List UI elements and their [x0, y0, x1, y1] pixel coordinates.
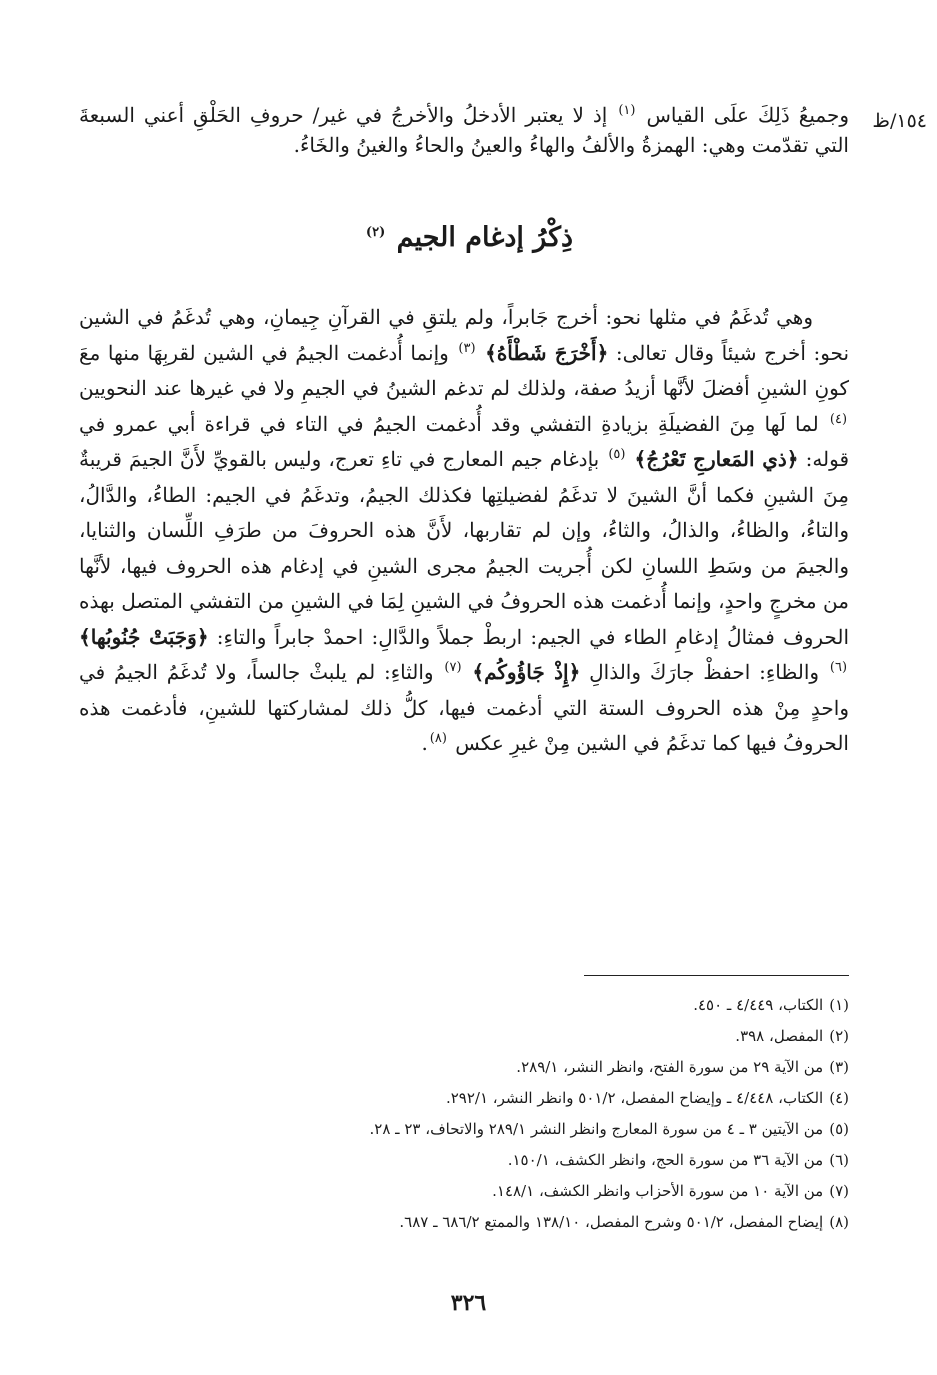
page-number: ٣٢٦ [450, 1290, 487, 1316]
footnote-text: المفصل، ٣٩٨. [735, 1027, 824, 1045]
footnote-ref-4[interactable]: (٤) [829, 411, 848, 427]
footnote-text: من الآية ١٠ من سورة الأحزاب وانظر الكشف، ١٤٨/١. [492, 1182, 824, 1200]
footnote-ref-2[interactable]: (٢) [365, 225, 386, 240]
footnote-text: من الآية ٢٩ من سورة الفتح، وانظر النشر، ٢٨٩/١. [516, 1058, 824, 1076]
footnote-number: (٣) [829, 1058, 849, 1076]
footnote-text: الكتاب، ٤/٤٤٩ ـ ٤٥٠. [693, 996, 824, 1014]
quran-quote: ﴿إِذْ جَاؤُوكُم﴾ [472, 660, 581, 684]
body-paragraph [79, 300, 849, 762]
manuscript-folio-note: ١٥٤/ظ [872, 110, 927, 132]
footnote-number: (٥) [829, 1120, 849, 1138]
footnote-number: (٤) [829, 1089, 849, 1107]
quran-quote: ﴿ذي المَعارجِ تَعْرُجُ﴾ [634, 447, 799, 471]
footnote-item [79, 1021, 849, 1052]
footnote-text: الكتاب، ٤/٤٤٨ ـ وإيضاح المفصل، ٥٠١/٢ وانظر النشر، ٢٩٢/١. [445, 1089, 824, 1107]
footnote-number: (٢) [829, 1027, 849, 1045]
footnote-ref-8[interactable]: (٨) [429, 731, 447, 747]
footnote-item [79, 1176, 849, 1207]
quran-quote: ﴿أَخْرَجَ شَطْأَهُ﴾ [485, 340, 609, 365]
footnote-number: (٧) [829, 1182, 849, 1200]
quran-quote: ﴿وَجَبَتْ جُنُوبُها﴾ [79, 624, 209, 649]
intro-paragraph [79, 100, 849, 160]
footnote-item [79, 1083, 849, 1114]
footnote-item [79, 1145, 849, 1176]
footnote-ref-3[interactable]: (٣) [458, 340, 476, 356]
intro-text-continued: إذ لا يعتبر الأدخلُ والأخرجُ في غير/ حروفِ الحَلْقِ أعني السبعةَ التي تقدّمت وهي: الهمزةُ والألفُ والهاءُ والعينُ والحاءُ والغينُ والخَاءُ. [79, 103, 849, 157]
footnote-text: إيضاح المفصل، ٥٠١/٢ وشرح المفصل، ١٣٨/١٠ والممتع ٦٨٦/٢ ـ ٦٨٧. [399, 1213, 824, 1231]
body-text: وإنما أُدغمت الجيمُ في الشين لقربِهَا منها معَ كونِ الشينِ أفضلَ لأنَّها أزيدُ صفة، ولذلك لم تدغم الشينُ في الجيمِ ولا في غيرها عند النحويين [79, 340, 849, 400]
footnote-number: (٦) [829, 1151, 849, 1169]
body-text: والظاءِ: احفظْ جارَكَ والذالِ [589, 660, 820, 684]
footnote-number: (١) [829, 996, 849, 1014]
footnote-item [79, 1207, 849, 1238]
footnote-text: من الآية ٣٦ من سورة الحج، وانظر الكشف، ١٥٠/١. [507, 1151, 824, 1169]
body-text: بإدغام جيم المعارج في تاءِ تعرج، وليس بالقويِّ لأَنَّ الجيمَ قريبةٌ مِنَ الشينِ فكما أنَّ الشينَ لا تدغَمُ لفضيلتِها فكذلك الجيمُ، وتدغَمُ في الجيم: الطاءُ، والدَّالُ، والتاءُ، والظاءُ، والذالُ، والثاءُ، وإن لم تقاربها، لأَنَّ هذه الحروفَ من طرَفِ اللِّسان والثنايا، والجيمَ من وسَطِ اللسانِ لكن أُجريت الجيمُ مجرى الشينِ في إدغام هذه الحروف فيها، لأنَّها من مخرجٍ واحدٍ، وإنما أُدغمت هذه الحروفُ في الشينِ لِمَا في الشينِ من التفشي المتصل بهذه الحروف فمثالُ إدغامِ الطاء في الجيم: اربطْ جملاً والدَّالِ: احمدْ جابراً والتاءِ: [79, 447, 849, 649]
footnotes-list [79, 990, 849, 1238]
footnote-ref-7[interactable]: (٧) [444, 660, 462, 676]
section-title-text: ذِكْرُ إدغام الجيم [396, 222, 574, 253]
footnote-separator [584, 975, 849, 976]
footnote-text: من الآيتين ٣ ـ ٤ من سورة المعارج وانظر النشر ٢٨٩/١ والاتحاف، ٢٣ ـ ٢٨. [369, 1120, 824, 1138]
intro-text: وجميعُ ذَلِكَ علَى القياس [646, 103, 849, 127]
body-text-end: . [421, 731, 428, 755]
footnote-item [79, 1114, 849, 1145]
body-text: وهي تُدغَمُ في مثلها نحو: أخرج جَابراً، ولم يلتقِ في القرآنِ جِيمانِ، وهي تُدغَمُ في الشين نحو: أخرج شيئاً وقال تعالى: [79, 305, 850, 365]
footnote-ref-6[interactable]: (٦) [829, 660, 848, 676]
section-title [0, 208, 937, 268]
footnote-item [79, 1052, 849, 1083]
footnote-ref-1[interactable]: (١) [618, 103, 636, 119]
footnote-number: (٨) [829, 1213, 849, 1231]
footnote-ref-5[interactable]: (٥) [608, 447, 626, 463]
body-text: لما لَها مِنَ الفضيلَةِ بزيادةِ التفشي وقد أُدغمت الجيمُ في التاء في قراءة أبي عمرو في قوله: [79, 411, 850, 471]
footnote-item [79, 990, 849, 1021]
body-text: والثاءِ: لم يلبثْ جالساً، ولا تُدغَمُ الجيمُ في واحدٍ مِنْ هذه الحروف الستة التي أدغمت فيها، كلُّ ذلك لمشاركتها للشينِ، فأدغمت هذه الحروفُ فيها كما تدغَمُ في الشين مِنْ غيرِ عكس [79, 660, 849, 755]
